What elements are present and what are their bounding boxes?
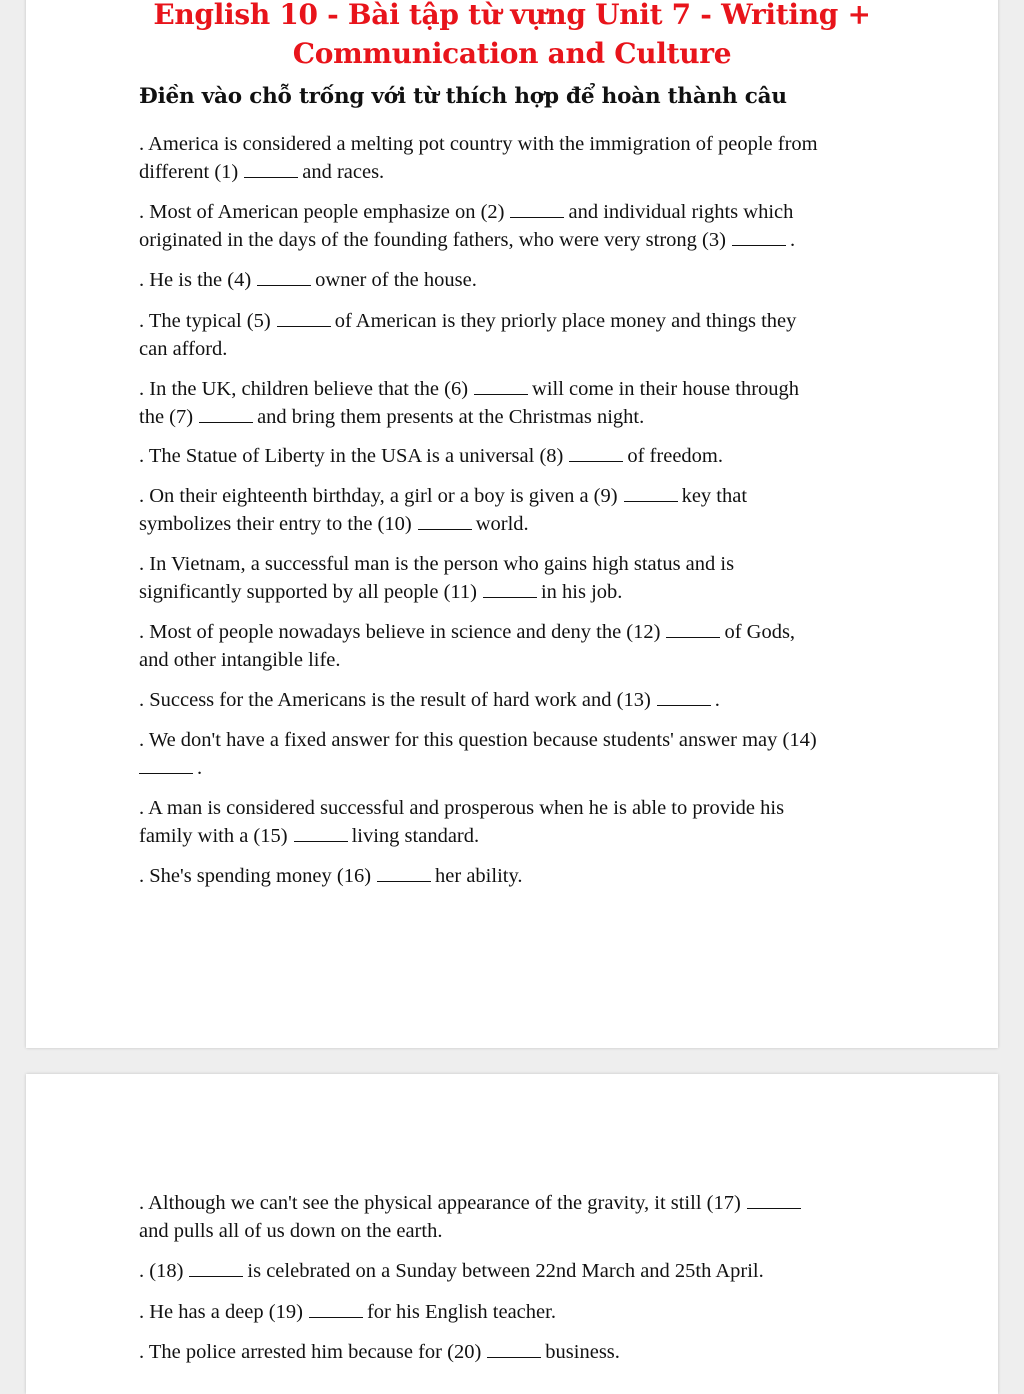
question-item-19: . He has a deep (19) for his English teacher. xyxy=(139,1301,556,1323)
blank-17[interactable] xyxy=(747,1208,801,1209)
blank-3[interactable] xyxy=(732,245,786,246)
blank-12[interactable] xyxy=(666,637,720,638)
document-page-1 xyxy=(26,0,998,1048)
blank-1[interactable] xyxy=(244,177,298,178)
question-item-9: . On their eighteenth birthday, a girl or a boy is given a (9) key that symbolizes their entry to the (10) world. xyxy=(139,485,748,535)
question-item-1: . America is considered a melting pot country with the immigration of people from different (1) and races. xyxy=(139,133,818,183)
page-title xyxy=(26,0,998,73)
question-item-6: . In the UK, children believe that the (6) will come in their house through the (7) and bring them presents at the Christmas night. xyxy=(139,378,800,428)
blank-9[interactable] xyxy=(624,501,678,502)
question-item-12: . Most of people nowadays believe in science and deny the (12) of Gods, and other intangible life. xyxy=(139,621,796,671)
blank-7[interactable] xyxy=(199,422,253,423)
blank-18[interactable] xyxy=(189,1276,243,1277)
blank-15[interactable] xyxy=(294,841,348,842)
question-item-3: . He is the (4) owner of the house. xyxy=(139,269,477,291)
blank-13[interactable] xyxy=(657,705,711,706)
question-item-20: . The police arrested him because for (20) business. xyxy=(139,1341,620,1363)
blank-16[interactable] xyxy=(377,881,431,882)
question-item-5: . The typical (5) of American is they priorly place money and things they can afford. xyxy=(139,310,797,360)
question-item-18: . (18) is celebrated on a Sunday between 22nd March and 25th April. xyxy=(139,1260,764,1282)
question-item-2: . Most of American people emphasize on (2) and individual rights which originated in the days of the founding fathers, who were very strong (3) . xyxy=(139,201,796,251)
blank-20[interactable] xyxy=(487,1357,541,1358)
blank-5[interactable] xyxy=(277,326,331,327)
title-line-1: English 10 - Bài tập từ vựng Unit 7 - Writing + xyxy=(153,0,871,31)
question-item-11: . In Vietnam, a successful man is the person who gains high status and is significantly supported by all people (11) in his job. xyxy=(139,553,735,603)
title-line-2: Communication and Culture xyxy=(292,37,732,70)
question-item-8: . The Statue of Liberty in the USA is a universal (8) of freedom. xyxy=(139,445,723,467)
blank-4[interactable] xyxy=(257,285,311,286)
blank-2[interactable] xyxy=(510,217,564,218)
blank-6[interactable] xyxy=(474,394,528,395)
blank-10[interactable] xyxy=(418,529,472,530)
question-item-14: . We don't have a fixed answer for this question because students' answer may (14) . xyxy=(139,729,817,779)
blank-11[interactable] xyxy=(483,597,537,598)
question-item-15: . A man is considered successful and prosperous when he is able to provide his family with a (15) living standard. xyxy=(139,797,785,847)
document-page-2 xyxy=(26,1074,998,1394)
question-item-16: . She's spending money (16) her ability. xyxy=(139,865,523,887)
instruction-heading: Điền vào chỗ trống với từ thích hợp để hoàn thành câu xyxy=(139,84,787,109)
blank-14[interactable] xyxy=(139,773,193,774)
blank-19[interactable] xyxy=(309,1317,363,1318)
question-item-13: . Success for the Americans is the result of hard work and (13) . xyxy=(139,689,720,711)
question-item-17: . Although we can't see the physical appearance of the gravity, it still (17) and pulls all of us down on the earth. xyxy=(139,1189,889,1245)
blank-8[interactable] xyxy=(569,461,623,462)
